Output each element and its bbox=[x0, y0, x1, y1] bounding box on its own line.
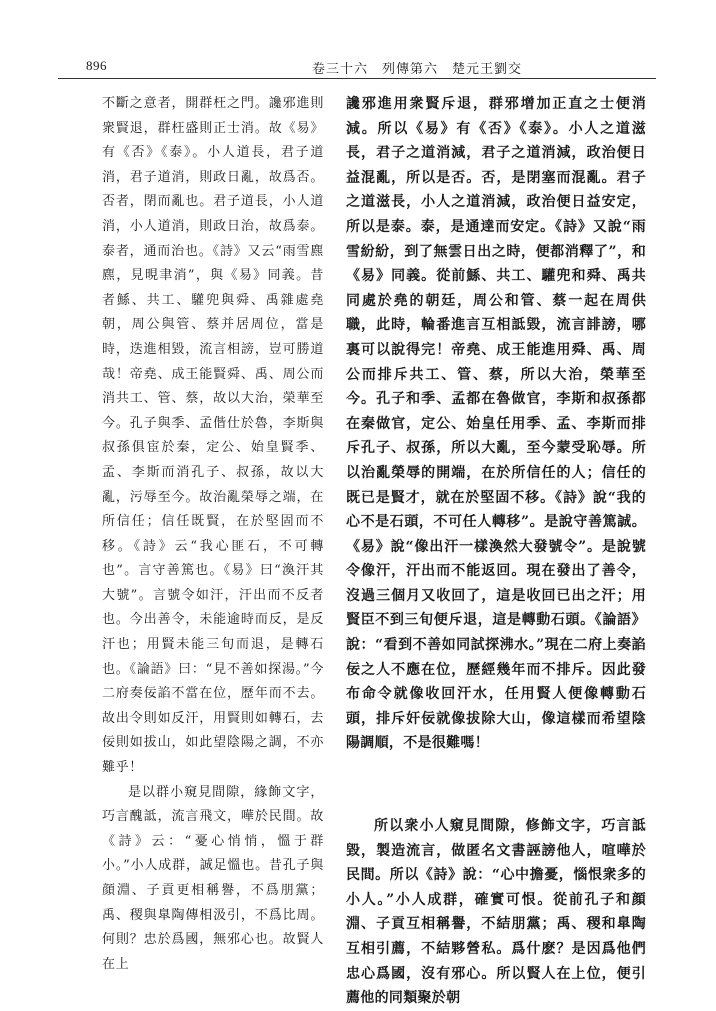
translation-column bbox=[346, 92, 646, 1011]
translation-paragraph-2: 所以衆小人窺見間隙，修飾文字，巧言詆毀，製造流言，做匿名文書誣謗他人，喧嘩於民間。所以《詩》說：“心中擔憂，惱恨衆多的小人。”小人成群，確實可恨。從前孔子和顔淵、子貢互相稱譽，不結朋黨；禹、稷和臯陶互相引薦，不結夥營私。爲什麽？是因爲他們忠心爲國，沒有邪心。所以賢人在上位，便引薦他的同類聚於朝 bbox=[346, 818, 646, 1007]
classical-paragraph-2: 是以群小窺見間隙，緣飾文字，巧言醜詆，流言飛文，嘩於民間。故《詩》云：“憂心悄悄，慍于群小。”小人成群，誠足慍也。昔孔子與顔淵、子貢更相稱譽，不爲朋黨；禹、稷與臯陶傳相汲引，不爲比周。何則？忠於爲國，無邪心也。故賢人在上 bbox=[102, 784, 324, 972]
classical-text-column bbox=[102, 92, 324, 977]
classical-paragraph-1: 不斷之意者，開群枉之門。讒邪進則衆賢退，群枉盛則正士消。故《易》有《否》《泰》。小人道長，君子道消，君子道消，則政日亂，故爲否。否者，閉而亂也。君子道長，小人道消，小人道消，則政日治，故爲泰。泰者，通而治也。《詩》又云“雨雪麃麃，見晛聿消”，與《易》同義。昔者鯀、共工、驩兜與舜、禹雜處堯朝，周公與管、蔡并居周位，當是時，迭進相毀，流言相謗，豈可勝道哉！帝堯、成王能賢舜、禹、周公而消共工、管、蔡，故以大治，榮華至今。孔子與季、孟偕仕於魯，李斯與叔孫俱宦於秦，定公、始皇賢季、孟、李斯而消孔子、叔孫，故以大亂，污辱至今。故治亂榮辱之端，在所信任；信任既賢，在於堅固而不移。《詩》云“我心匪石，不可轉也”。言守善篤也。《易》曰“渙汗其大號”。言號令如汗，汗出而不反者也。今出善令，未能逾時而反，是反汗也；用賢未能三旬而退，是轉石也。《論語》曰：“見不善如探湯。”今二府奏佞諂不當在位，歷年而不去。故出令則如反汗，用賢則如轉石，去佞則如拔山，如此望陰陽之調，不亦難乎！ bbox=[102, 96, 324, 776]
running-head: 卷三十六 列傳第六 楚元王劉交 bbox=[312, 62, 523, 77]
page-header bbox=[58, 52, 656, 79]
translation-paragraph-1: 讒邪進用衆賢斥退，群邪增加正直之士便消減。所以《易》有《否》《泰》。小人之道滋長，君子之道消減，君子之道消減，政治便日益混亂，所以是否。否，是閉塞而混亂。君子之道滋長，小人之道消減，政治便日益安定，所以是泰。泰，是通達而安定。《詩》又說“雨雪紛紛，到了無雲日出之時，便都消釋了”，和《易》同義。從前鯀、共工、驩兜和舜、禹共同處於堯的朝廷，周公和管、蔡一起在周供職，此時，輪番進言互相詆毀，流言誹謗，哪裏可以說得完！帝堯、成王能進用舜、禹、周公而排斥共工、管、蔡，所以大治，榮華至今。孔子和季、孟都在魯做官，李斯和叔孫都在秦做官，定公、始皇任用季、孟、李斯而排斥孔子、叔孫，所以大亂，至今蒙受恥辱。所以治亂榮辱的開端，在於所信任的人；信任的既已是賢才，就在於堅固不移。《詩》說“我的心不是石頭，不可任人轉移”。是說守善篤誠。《易》說“像出汗一樣渙然大發號令”。是說號令像汗，汗出而不能返回。現在發出了善令，沒過三個月又收回了，這是收回已出之汗；用賢臣不到三旬便斥退，這是轉動石頭。《論語》說：“看到不善如同試探沸水。”現在二府上奏諂佞之人不應在位，歷經幾年而不排斥。因此發布命令就像收回汗水，任用賢人便像轉動石頭，排斥奸佞就像拔除大山，像這樣而希望陰陽調順，不是很難嗎！ bbox=[346, 96, 646, 752]
page-number: 896 bbox=[86, 58, 107, 73]
